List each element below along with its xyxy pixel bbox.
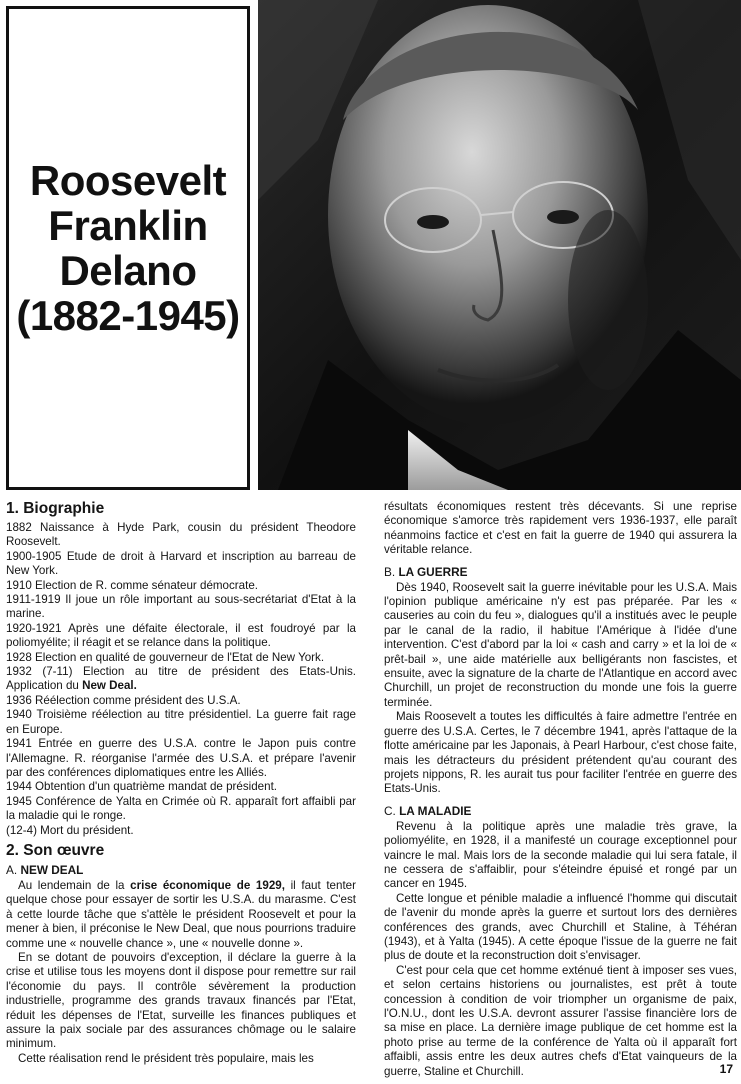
title-box (6, 6, 250, 490)
biography-entry (6, 521, 356, 550)
biography-year: 1928 (6, 650, 32, 664)
biography-entry (6, 579, 356, 593)
biography-year: 1920-1921 (6, 621, 62, 635)
subsection-c-letter: C. (384, 803, 396, 818)
biography-year: (12-4) (6, 823, 37, 837)
biography-entry (6, 824, 356, 838)
biography-year: 1944 (6, 780, 32, 794)
biography-year: 1911-1919 (6, 593, 61, 607)
portrait-illustration (258, 0, 741, 490)
paragraph-a3-continued: résultats économiques restent très décevants. Si une reprise économique s'amorce très rapidement vers 1936-1937, elle paraît néanmoins factice et c'est en fait la guerre de 1940 qui assurera la véritable relance. (384, 500, 737, 557)
paragraph-a3: Cette réalisation rend le président très populaire, mais les (18, 1051, 314, 1065)
biography-text: Naissance à Hyde Park, cousin du président Theodore Roosevelt. (6, 521, 356, 549)
biography-entry (6, 550, 356, 579)
paragraph-c1: Revenu à la politique après une maladie très grave, la poliomyélite, en 1928, il a manifesté un courage exceptionnel pour vaincre le mal. Mais lors de la seconde maladie qui lui sera fatale, il ne cessera de s'affaiblir, pour s'éteindre épuisé et rongé par un cancer en 1945. (384, 819, 737, 891)
biography-entry (6, 737, 356, 780)
biography-year: 1941 (6, 737, 32, 751)
biography-entry (6, 665, 356, 694)
biography-year: 1900-1905 (6, 549, 62, 563)
paragraph-a1 (6, 879, 356, 951)
biography-year: 1910 (6, 578, 32, 592)
paragraph-c3: C'est pour cela que cet homme exténué tient à imposer ses vues, et selon certains historiens ou journalistes, est prêt à toute concession à condition de voir triompher un organisme de paix, l'O.N.U., dont les U.S.A. devront assurer l'assise financière lors de sa mise en place. La dernière image publique de cet homme est la photo prise au terme de la conférence de Yalta où il apparaît fort affaibli, assis entre les deux autres chefs d'Etat vainqueurs de la guerre, Staline et Churchill. (384, 963, 737, 1078)
biography-text: Election au titre de président des Etats-Unis. Application du (6, 665, 356, 693)
paragraph-a2: En se dotant de pouvoirs d'exception, il déclare la guerre à la crise et utilise tous les moyens dont il dispose pour remettre sur rail l'économie du pays. Il contrôle sévèrement la production industrielle, programme des grands travaux financés par l'Etat, réduit les dépenses de l'Etat, surveille les finances publiques et assure la paix sociale par des assurances chômage ou le salaire minimum. (6, 950, 356, 1051)
biography-text: Après une défaite électorale, il est foudroyé par la poliomyélite; il réagit et se relance dans la politique. (6, 621, 356, 650)
biography-entry (6, 780, 356, 794)
biography-text: Mort du président. (40, 823, 134, 837)
biography-text: Conférence de Yalta en Crimée où R. apparaît fort affaibli par la maladie qui le ronge. (6, 794, 356, 823)
biography-entry (6, 795, 356, 824)
subsection-a-label: NEW DEAL (20, 862, 84, 877)
biography-text: Election de R. comme sénateur démocrate. (35, 578, 258, 592)
biography-entry (6, 651, 356, 665)
biography-entry (6, 622, 356, 651)
biography-year: 1882 (6, 521, 32, 534)
biography-text: Réélection comme président des U.S.A. (35, 693, 241, 707)
paragraph-c2: Cette longue et pénible maladie a influencé l'homme qui discutait de l'avenir du monde après la guerre et surtout lors des dernières conférences des grands, avec Churchill et Staline, à Téhéran (1943), et à Yalta (1945). A cette époque l'issue de la guerre ne fait plus de doute et la reconstruction doit s'envisager. (384, 891, 737, 963)
biography-text: Entrée en guerre des U.S.A. contre le Japon puis contre l'Allemagne. R. réorganise l'armée des U.S.A. et prépare l'avenir par des conférences diplomatiques entre les Alliés. (6, 737, 356, 779)
biography-bold: New Deal. (82, 679, 137, 693)
biography-heading: 1. Biographie (6, 500, 105, 517)
portrait-photo (258, 0, 741, 490)
biography-text: Il joue un rôle important au sous-secrétariat d'Etat à la marine. (6, 593, 356, 621)
subsection-b-title (384, 565, 737, 579)
subsection-c-title (384, 804, 737, 818)
biography-text: Etude de droit à Harvard et inscription au barreau de New York. (6, 549, 356, 578)
subsection-b-label: LA GUERRE (398, 564, 468, 579)
oeuvre-heading: 2. Son œuvre (6, 841, 105, 859)
page-title (16, 158, 239, 338)
biography-text: Obtention d'un quatrième mandat de président. (35, 780, 278, 794)
title-line-1: Roosevelt (29, 157, 227, 204)
page-number: 17 (719, 1062, 733, 1076)
subsection-a-letter: A. (6, 862, 18, 877)
biography-text: Election en qualité de gouverneur de l'Etat de New York. (35, 650, 325, 664)
paragraph-a1-bold: crise économique de 1929, (130, 878, 285, 892)
biography-year: 1945 (6, 794, 32, 808)
subsection-a-title (6, 863, 356, 877)
biography-list (6, 521, 356, 838)
biography-text: Troisième réélection au titre présidentiel. La guerre fait rage en Europe. (6, 708, 356, 736)
biography-year: 1932 (7-11) (6, 665, 73, 679)
biography-entry (6, 708, 356, 737)
subsection-c-label: LA MALADIE (399, 803, 472, 818)
paragraph-a1-start: Au lendemain de la (18, 878, 125, 892)
subsection-b-letter: B. (384, 564, 396, 579)
paragraph-a1-rest: il faut tenter quelque chose pour essayer de sortir les U.S.A. du marasme. C'est à cette lourde tâche que s'attèle le président Roosevelt et pour la mener à bien, il préconise le New Deal, que nous pourrions traduire comme une « nouvelle chance », une « nouvelle donne ». (6, 878, 356, 950)
biography-year: 1940 (6, 708, 32, 722)
biography-entry (6, 593, 356, 622)
left-column (6, 500, 356, 1066)
title-line-4: (1882-1945) (16, 292, 240, 339)
biography-year: 1936 (6, 693, 32, 707)
paragraph-b1: Dès 1940, Roosevelt sait la guerre inévitable pour les U.S.A. Mais l'opinion publique américaine n'y est pas préparée. Par les « causeries au coin du feu », dialogues qu'il a institués avec le peuple par le canal de la radio, il habitue l'Amérique à l'idée d'une intervention. C'est d'abord par la loi « cash and carry » et la loi de « prêt-bail », une aide matérielle aux belligérants non fascistes, et ensuite, avec la signature de la charte de l'Atlantique en accord avec Churchill, un projet de reconstruction du monde une fois la guerre terminée. (384, 580, 737, 709)
paragraph-b2: Mais Roosevelt a toutes les difficultés à faire admettre l'entrée en guerre des U.S.A. Certes, le 7 décembre 1941, après l'attaque de la flotte américaine par les Japonais, à Pearl Harbour, c'est chose faite, mais les détracteurs du président prétendent qu'au courant des projets nippons, R. les aurait tus pour faciliter l'entrée en guerre des Etats-Unis. (384, 710, 737, 796)
title-line-2: Franklin (48, 202, 208, 249)
biography-entry (6, 694, 356, 708)
title-line-3: Delano (59, 247, 197, 294)
right-column (384, 500, 737, 1079)
